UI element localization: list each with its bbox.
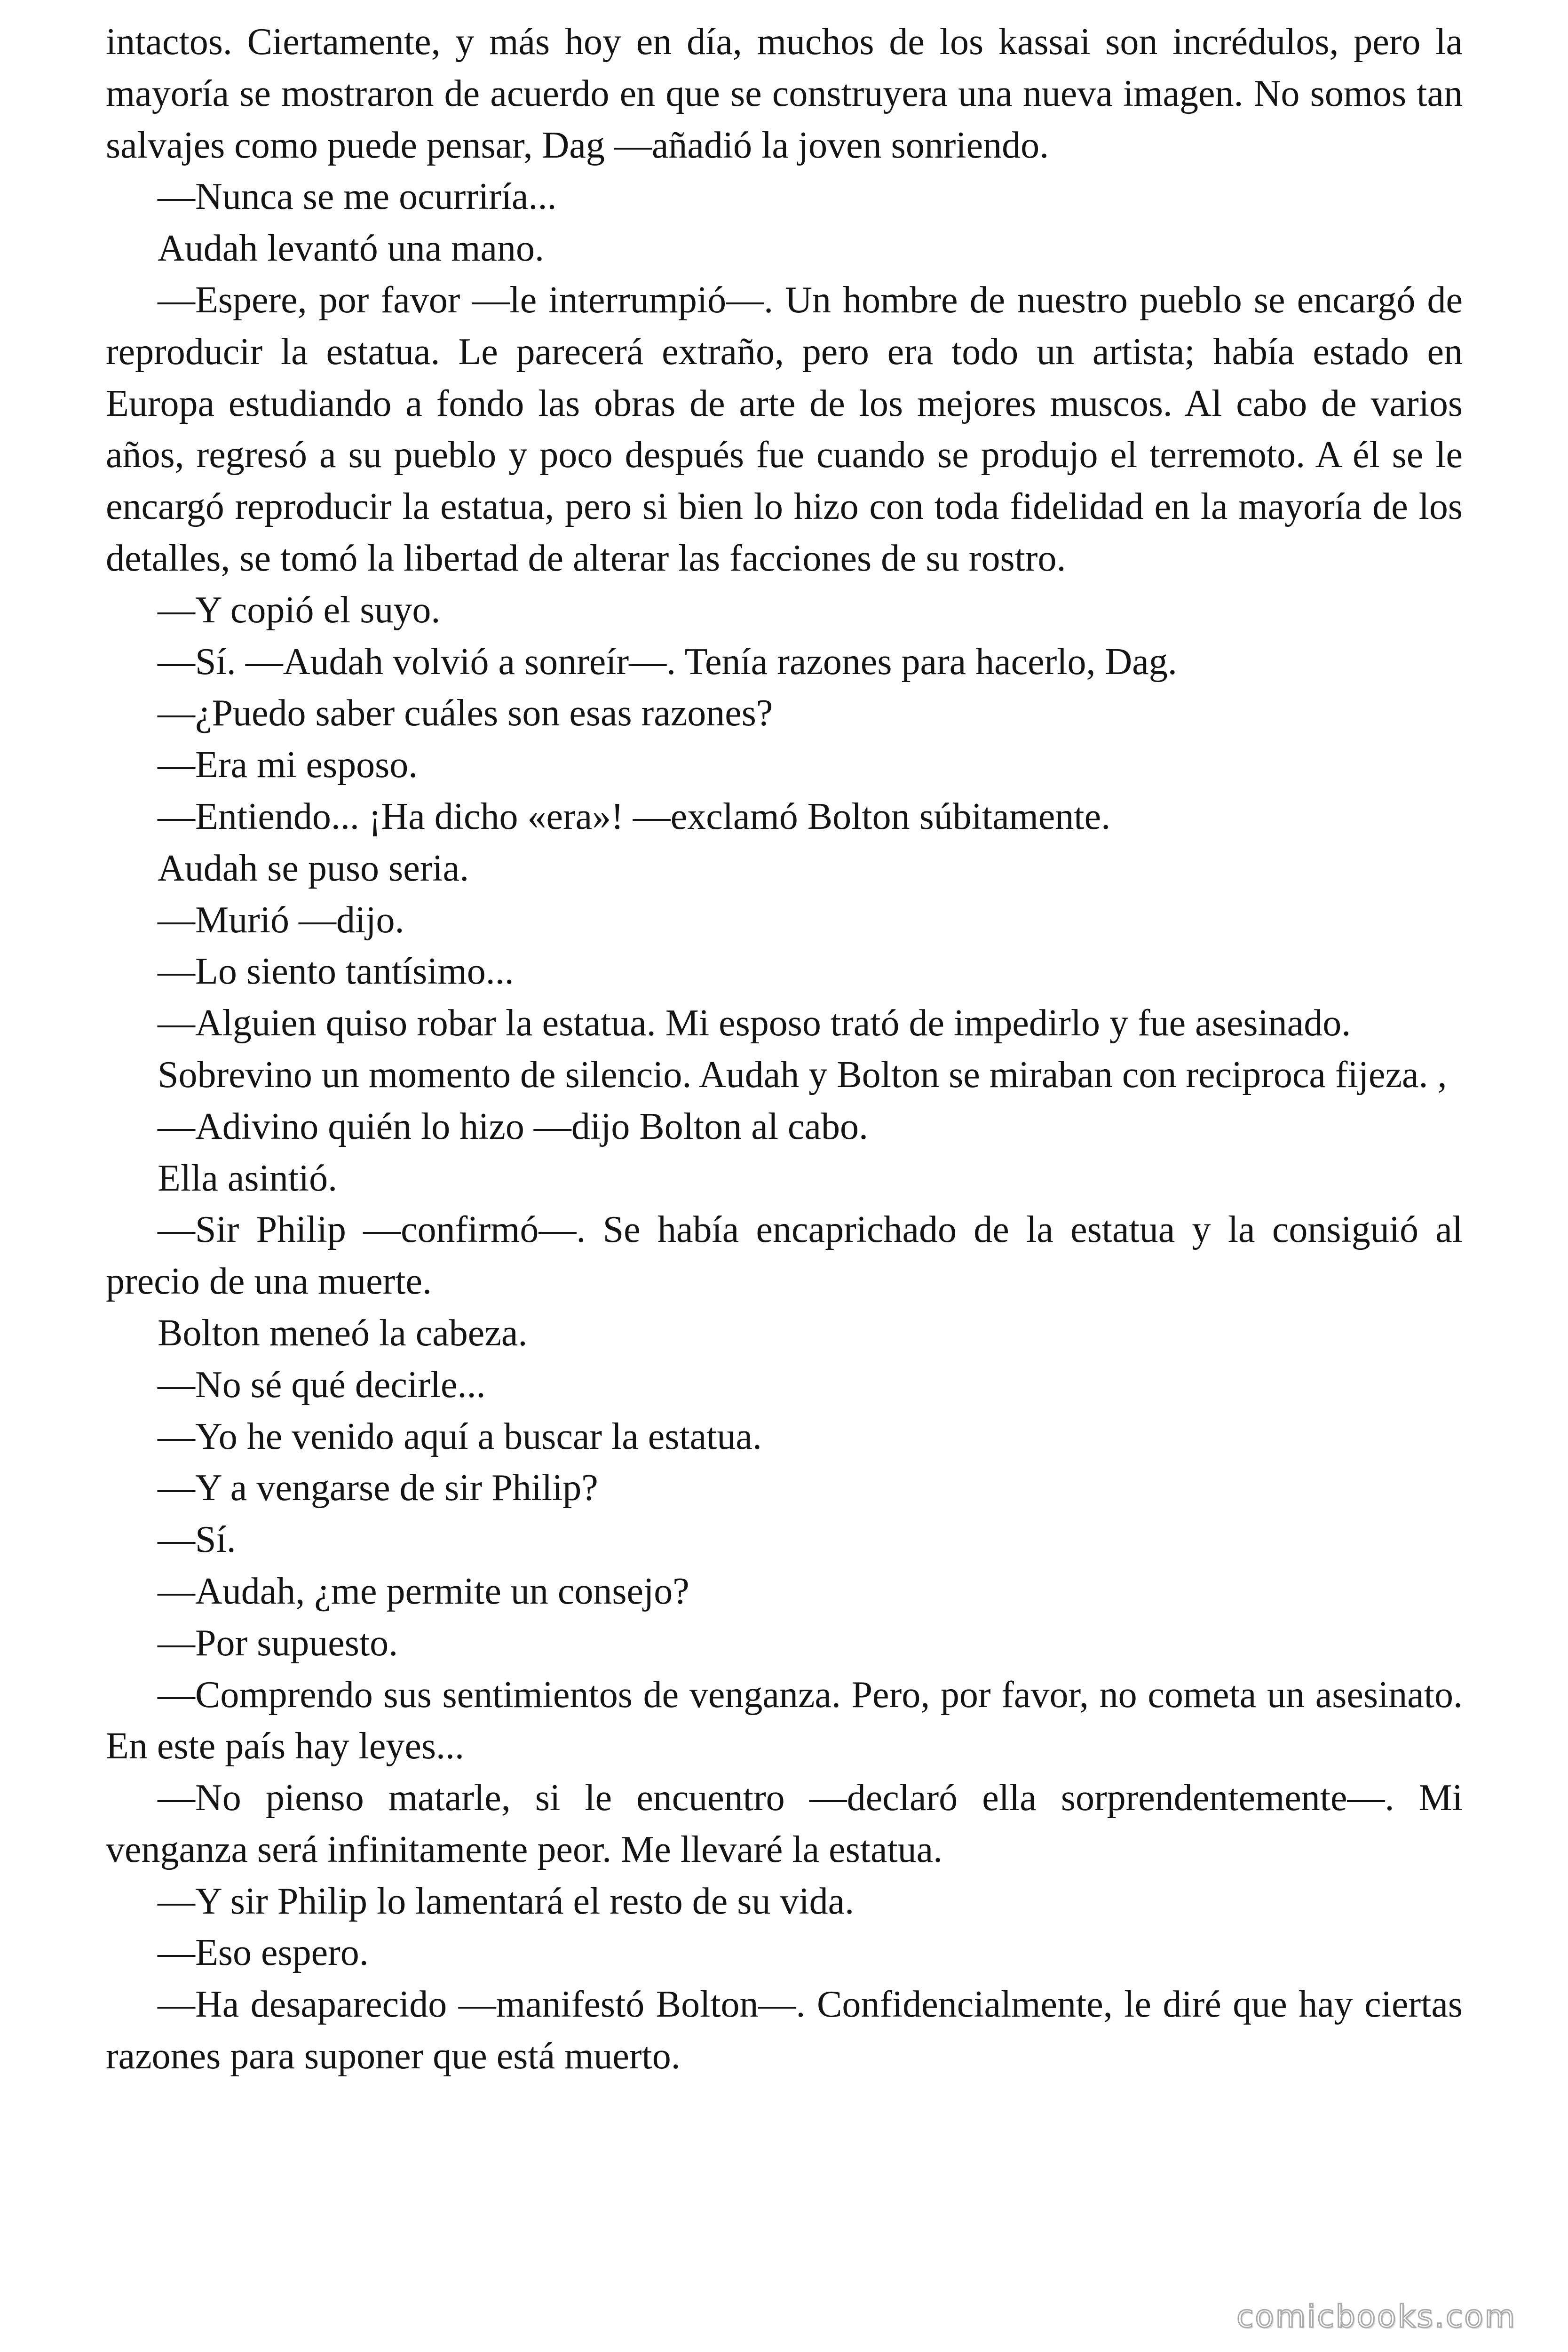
paragraph: —Nunca se me ocurriría...: [158, 176, 557, 218]
paragraph: —Por supuesto.: [158, 1622, 398, 1664]
paragraph: —Ha desaparecido —manifestó Bolton—. Confidencialmente, le diré que hay ciertas razones para suponer que está muerto.: [106, 1984, 1463, 2077]
paragraph: Ella asintió.: [158, 1157, 338, 1199]
paragraph: —¿Puedo saber cuáles son esas razones?: [158, 692, 773, 734]
paragraph: —Era mi esposo.: [158, 744, 418, 786]
paragraph: —No sé qué decirle...: [158, 1364, 486, 1406]
paragraph: intactos. Ciertamente, y más hoy en día, muchos de los kassai son incrédulos, pero la mayoría se mostraron de acuerdo en que se construyera una nueva imagen. No somos tan salvajes como puede pensar, Dag —añadió la joven sonriendo.: [106, 21, 1463, 166]
watermark: comicbooks.com: [1236, 2298, 1516, 2335]
paragraph: —Alguien quiso robar la estatua. Mi esposo trató de impedirlo y fue asesinado.: [158, 1002, 1351, 1044]
page-body-text: [106, 16, 1463, 2082]
paragraph: Sobrevino un momento de silencio. Audah y Bolton se miraban con reciproca fijeza. ,: [158, 1054, 1447, 1096]
paragraph: —Audah, ¿me permite un consejo?: [158, 1570, 689, 1612]
paragraph: —Adivino quién lo hizo —dijo Bolton al cabo.: [158, 1105, 868, 1147]
paragraph: Audah levantó una mano.: [158, 228, 544, 270]
paragraph: —Entiendo... ¡Ha dicho «era»! —exclamó Bolton súbitamente.: [158, 795, 1111, 837]
paragraph: —Y a vengarse de sir Philip?: [158, 1467, 598, 1509]
paragraph: —Lo siento tantísimo...: [158, 951, 514, 993]
paragraph: —Sir Philip —confirmó—. Se había encaprichado de la estatua y la consiguió al precio de una muerte.: [106, 1209, 1463, 1303]
paragraph: —Sí. —Audah volvió a sonreír—. Tenía razones para hacerlo, Dag.: [158, 641, 1177, 683]
paragraph: Audah se puso seria.: [158, 847, 469, 889]
paragraph: —Yo he venido aquí a buscar la estatua.: [158, 1415, 762, 1457]
paragraph: —Murió —dijo.: [158, 899, 404, 941]
paragraph: —Comprendo sus sentimientos de venganza. Pero, por favor, no cometa un asesinato. En este país hay leyes...: [106, 1674, 1463, 1767]
paragraph: —Eso espero.: [158, 1932, 369, 1974]
paragraph: —No pienso matarle, si le encuentro —declaró ella sorprendentemente—. Mi venganza será infinitamente peor. Me llevaré la estatua.: [106, 1777, 1463, 1870]
paragraph: —Y copió el suyo.: [158, 589, 441, 631]
paragraph: —Espere, por favor —le interrumpió—. Un hombre de nuestro pueblo se encargó de reproducir la estatua. Le parecerá extraño, pero era todo un artista; había estado en Europa estudiando a fondo las obras de arte de los mejores muscos. Al cabo de varios años, regresó a su pueblo y poco después fue cuando se produjo el terremoto. A él se le encargó reproducir la estatua, pero si bien lo hizo con toda fidelidad en la mayoría de los detalles, se tomó la libertad de alterar las facciones de su rostro.: [106, 279, 1463, 579]
paragraph: —Sí.: [158, 1519, 236, 1561]
paragraph: —Y sir Philip lo lamentará el resto de su vida.: [158, 1880, 855, 1922]
paragraph: Bolton meneó la cabeza.: [158, 1312, 528, 1354]
